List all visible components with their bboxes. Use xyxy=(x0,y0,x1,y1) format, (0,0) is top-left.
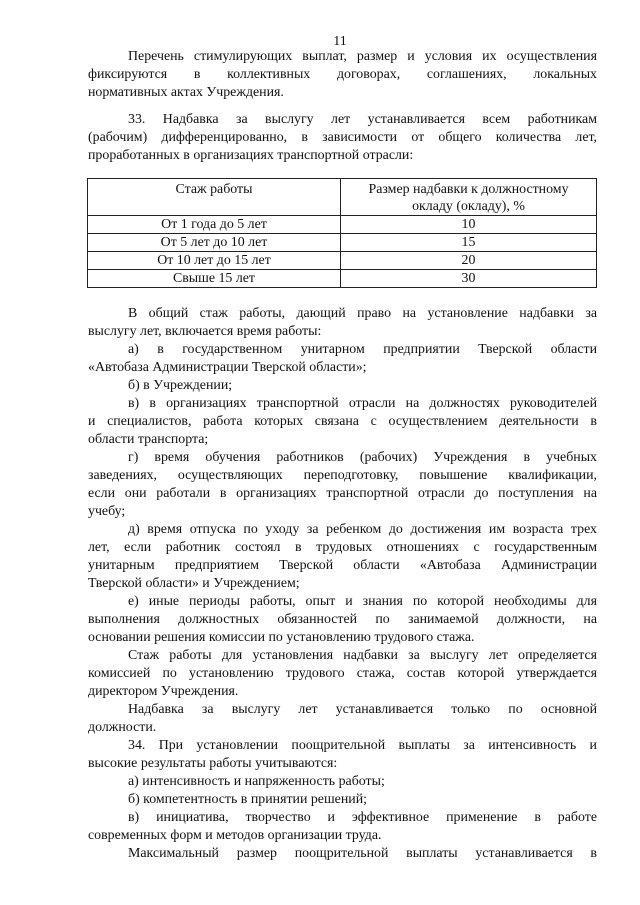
cell-rate: 30 xyxy=(341,270,597,288)
text-line: если они работали в организациях транспортной отрасли до поступления на xyxy=(88,486,597,501)
table-header-row xyxy=(88,179,597,216)
cell-experience: От 10 лет до 15 лет xyxy=(88,252,341,270)
text-line: 33. Надбавка за выслугу лет устанавливается всем работникам xyxy=(128,112,597,127)
text-line: проработанных в организациях транспортной отрасли: xyxy=(88,148,414,163)
text-line: учебу; xyxy=(88,504,126,519)
text-line: д) время отпуска по уходу за ребенком до достижения им возраста трех xyxy=(128,522,597,537)
table-row xyxy=(88,216,597,234)
text-line: выслугу лет, включается время работы: xyxy=(88,324,322,339)
text-line: и специалистов, работа которых связана с осуществлением деятельности в xyxy=(88,414,597,429)
table-row xyxy=(88,234,597,252)
table-row xyxy=(88,270,597,288)
text-line: заведениях, осуществляющих переподготовку, повышение квалификации, xyxy=(88,468,597,483)
text-line: нормативных актах Учреждения. xyxy=(88,85,284,100)
text-line: Стаж работы для установления надбавки за выслугу лет определяется xyxy=(128,648,597,663)
header-rate-line: Размер надбавки к должностному xyxy=(368,182,569,197)
page-number: 11 xyxy=(333,34,347,49)
text-line: комиссией по установлению трудового стажа, состав которой утверждается xyxy=(88,666,597,681)
text-line: в) инициатива, творчество и эффективное применение в работе xyxy=(128,810,597,825)
text-line: фиксируются в коллективных договорах, соглашениях, локальных xyxy=(88,67,597,82)
cell-rate: 20 xyxy=(341,252,597,270)
text-line: высокие результаты работы учитываются: xyxy=(88,756,338,771)
text-line: (рабочим) дифференцированно, в зависимости от общего количества лет, xyxy=(88,130,597,145)
cell-rate: 10 xyxy=(341,216,597,234)
header-rate xyxy=(341,179,597,216)
header-rate-line: окладу (окладу), % xyxy=(412,199,525,214)
cell-experience: От 1 года до 5 лет xyxy=(88,216,341,234)
text-line: должности. xyxy=(88,720,157,735)
text-line: б) компетентность в принятии решений; xyxy=(128,792,367,807)
text-line: основании решения комиссии по установлению трудового стажа. xyxy=(88,630,475,645)
text-line: Перечень стимулирующих выплат, размер и условия их осуществления xyxy=(128,49,597,64)
header-experience: Стаж работы xyxy=(88,179,341,216)
text-line: унитарным предприятием Тверской области «Автобаза Администрации xyxy=(88,558,597,573)
text-line: Тверской области» и Учреждением; xyxy=(88,576,300,591)
text-line: Максимальный размер поощрительной выплаты устанавливается в xyxy=(128,846,597,861)
seniority-bonus-table xyxy=(87,178,597,288)
text-line: а) в государственном унитарном предприятии Тверской области xyxy=(128,342,597,357)
text-line: б) в Учреждении; xyxy=(128,378,233,393)
cell-experience: Свыше 15 лет xyxy=(88,270,341,288)
text-line: лет, если работник состоял в трудовых отношениях с государственным xyxy=(88,540,597,555)
text-line: современных форм и методов организации труда. xyxy=(88,828,382,843)
text-line: 34. При установлении поощрительной выплаты за интенсивность и xyxy=(128,738,597,753)
text-line: г) время обучения работников (рабочих) Учреждения в учебных xyxy=(128,450,597,465)
text-line: директором Учреждения. xyxy=(88,684,239,699)
text-line: области транспорта; xyxy=(88,432,209,447)
table-row xyxy=(88,252,597,270)
text-line: «Автобаза Администрации Тверской области»; xyxy=(88,360,367,375)
text-line: В общий стаж работы, дающий право на установление надбавки за xyxy=(128,306,597,321)
text-line: в) в организациях транспортной отрасли на должностях руководителей xyxy=(128,396,597,411)
cell-experience: От 5 лет до 10 лет xyxy=(88,234,341,252)
text-line: а) интенсивность и напряженность работы; xyxy=(128,774,385,789)
cell-rate: 15 xyxy=(341,234,597,252)
text-line: выполнения должностных обязанностей по занимаемой должности, на xyxy=(88,612,597,627)
text-line: Надбавка за выслугу лет устанавливается только по основной xyxy=(128,702,597,717)
text-line: е) иные периоды работы, опыт и знания по которой необходимы для xyxy=(128,594,597,609)
